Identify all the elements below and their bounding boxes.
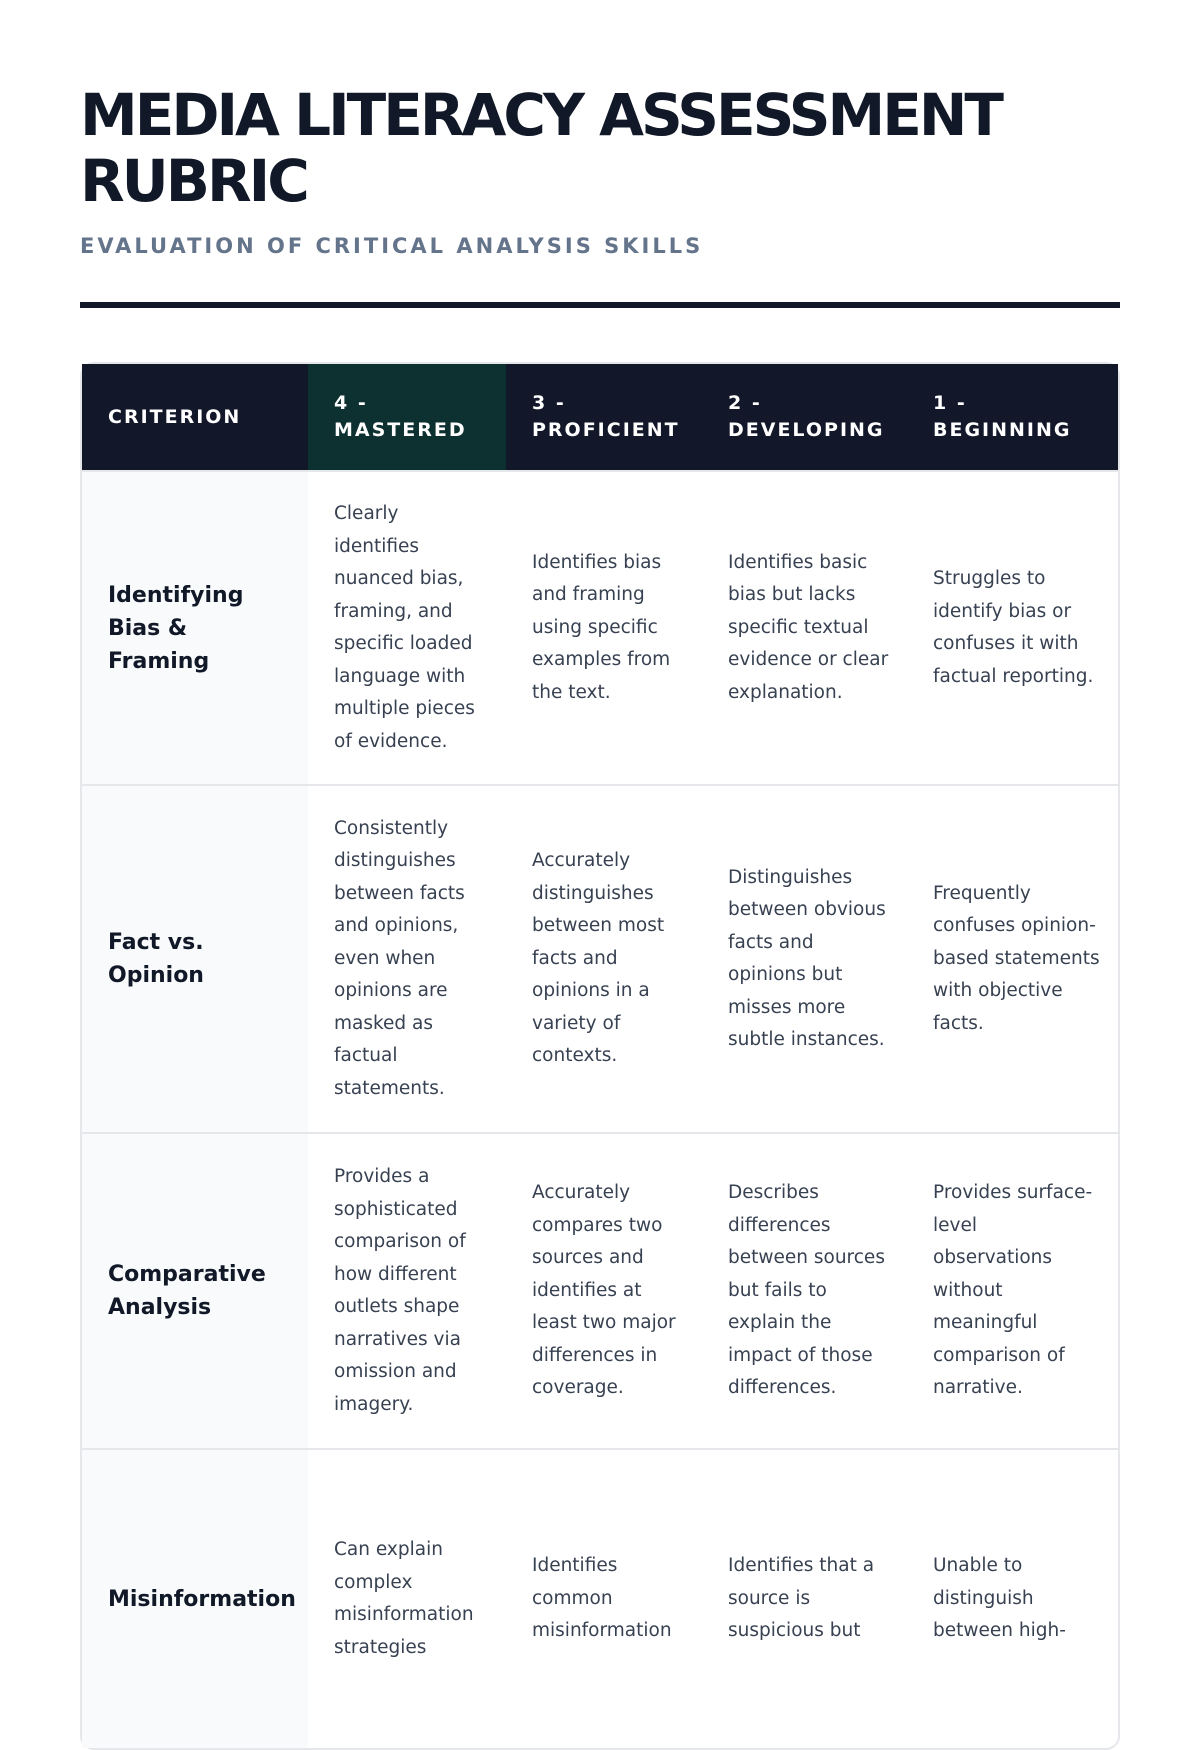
page-title: MEDIA LITERACY ASSESSMENT RUBRIC — [80, 81, 1001, 215]
mastered-cell: Consistently distinguishes between facts and opinions, even when opinions are masked as factual statements. — [334, 817, 465, 1099]
table-row — [82, 784, 1118, 1132]
column-header-mastered: 4 - MASTERED — [308, 364, 506, 470]
mastered-cell: Provides a sophisticated comparison of how different outlets shape narratives via omission and imagery. — [334, 1166, 466, 1415]
developing-cell: Distinguishes between obvious facts and opinions but misses more subtle instances. — [728, 866, 886, 1050]
column-header-beginning: 1 - BEGINNING — [933, 392, 1072, 441]
proficient-cell: Accurately compares two sources and identifies at least two major differences in coverage. — [532, 1182, 676, 1399]
title-divider — [80, 302, 1120, 308]
table-header-row — [82, 364, 1118, 470]
developing-cell: Identifies basic bias but lacks specific textual evidence or clear explanation. — [728, 551, 889, 703]
rubric-table — [80, 362, 1120, 1750]
proficient-cell: Identifies common misinformation — [532, 1555, 672, 1642]
table-row — [82, 470, 1118, 784]
page-subtitle: EVALUATION OF CRITICAL ANALYSIS SKILLS — [80, 234, 704, 258]
column-header-criterion: CRITERION — [108, 405, 242, 428]
developing-cell: Describes differences between sources but fails to explain the impact of those differences. — [728, 1182, 885, 1399]
column-header-developing: 2 - DEVELOPING — [728, 392, 885, 441]
table-row — [82, 1132, 1118, 1448]
beginning-cell: Unable to distinguish between high- — [933, 1555, 1066, 1642]
column-header-proficient: 3 - PROFICIENT — [532, 392, 680, 441]
table-row — [82, 1448, 1118, 1748]
criterion-cell: Comparative Analysis — [82, 1134, 308, 1448]
mastered-cell: Clearly identifies nuanced bias, framing, and specific loaded language with multiple pieces of evidence. — [334, 503, 475, 752]
criterion-cell: Misinformation — [82, 1450, 308, 1748]
beginning-cell: Provides surface-level observations without meaningful comparison of narrative. — [933, 1182, 1093, 1399]
proficient-cell: Accurately distinguishes between most facts and opinions in a variety of contexts. — [532, 850, 665, 1067]
criterion-cell: Identifying Bias & Framing — [82, 472, 308, 784]
mastered-cell: Can explain complex misinformation strategies — [334, 1539, 474, 1658]
criterion-cell: Fact vs. Opinion — [82, 786, 308, 1132]
beginning-cell: Frequently confuses opinion-based statements with objective facts. — [933, 882, 1100, 1034]
beginning-cell: Struggles to identify bias or confuses it with factual reporting. — [933, 568, 1094, 687]
proficient-cell: Identifies bias and framing using specific examples from the text. — [532, 551, 671, 703]
developing-cell: Identifies that a source is suspicious but — [728, 1555, 875, 1642]
